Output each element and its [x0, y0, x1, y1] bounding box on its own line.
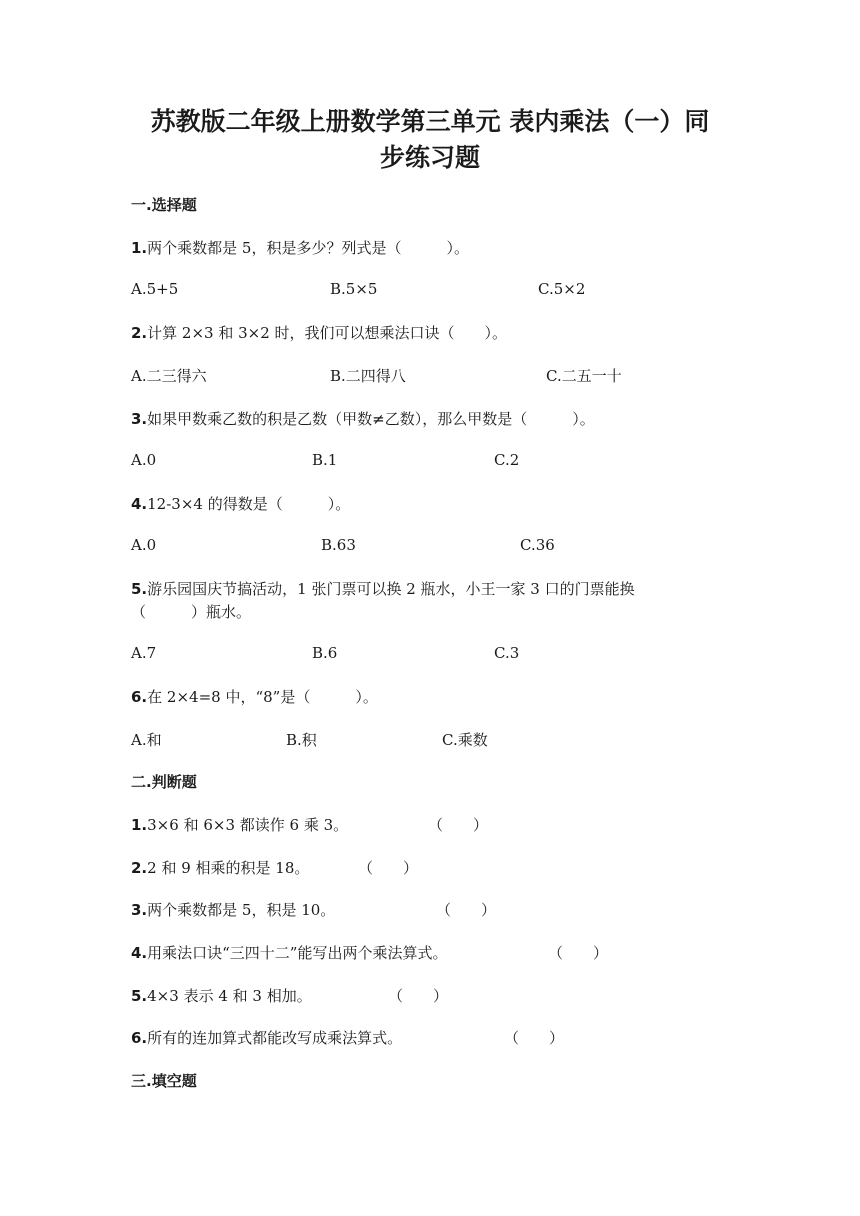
- choice-1-option-c: C.5×2: [538, 280, 586, 298]
- judge-question-5: 5.4×3 表示 4 和 3 相加。: [131, 987, 312, 1005]
- choice-6-option-b: B.积: [286, 731, 317, 749]
- judge-question-6: 6.所有的连加算式都能改写成乘法算式。: [131, 1029, 403, 1047]
- judge-question-3: 3.两个乘数都是 5，积是 10。: [131, 901, 336, 919]
- choice-question-4: 4.12-3×4 的得数是（ ）。: [131, 495, 351, 513]
- choice-2-option-c: C.二五一十: [546, 367, 622, 385]
- choice-2-option-b: B.二四得八: [330, 367, 406, 385]
- choice-question-1: 1.两个乘数都是 5，积是多少？列式是（ ）。: [131, 239, 469, 257]
- choice-4-option-a: A.0: [131, 536, 157, 554]
- choice-question-2: 2.计算 2×3 和 3×2 时，我们可以想乘法口诀（ ）。: [131, 324, 508, 342]
- judge-1-answer-blank: （ ）: [428, 816, 489, 834]
- choice-4-option-b: B.63: [321, 536, 356, 554]
- page-title: [120, 104, 740, 176]
- choice-question-3: 3.如果甲数乘乙数的积是乙数（甲数≠乙数），那么甲数是（ ）。: [131, 410, 595, 428]
- choice-5-option-a: A.7: [131, 644, 157, 662]
- choice-2-option-a: A.二三得六: [131, 367, 207, 385]
- choice-6-option-c: C.乘数: [442, 731, 488, 749]
- section-heading-judge: 二.判断题: [131, 773, 197, 791]
- judge-question-1: 1.3×6 和 6×3 都读作 6 乘 3。: [131, 816, 349, 834]
- choice-3-option-a: A.0: [131, 451, 157, 469]
- choice-5-option-b: B.6: [312, 644, 338, 662]
- choice-1-option-b: B.5×5: [330, 280, 378, 298]
- choice-3-option-c: C.2: [494, 451, 520, 469]
- section-heading-fill: 三.填空题: [131, 1072, 197, 1090]
- judge-2-answer-blank: （ ）: [358, 859, 419, 877]
- title-line-2: 步练习题: [379, 143, 480, 172]
- choice-question-6: 6.在 2×4=8 中，“8”是（ ）。: [131, 688, 378, 706]
- choice-question-5-continued: （ ）瓶水。: [131, 603, 252, 621]
- choice-4-option-c: C.36: [520, 536, 555, 554]
- title-line-1: 苏教版二年级上册数学第三单元 表内乘法（一）同: [150, 107, 710, 136]
- choice-5-option-c: C.3: [494, 644, 520, 662]
- judge-5-answer-blank: （ ）: [388, 987, 449, 1005]
- choice-3-option-b: B.1: [312, 451, 338, 469]
- section-heading-choice: 一.选择题: [131, 196, 197, 214]
- judge-question-4: 4.用乘法口诀“三四十二”能写出两个乘法算式。: [131, 944, 448, 962]
- choice-1-option-a: A.5+5: [131, 280, 179, 298]
- judge-6-answer-blank: （ ）: [504, 1029, 565, 1047]
- judge-3-answer-blank: （ ）: [436, 901, 497, 919]
- choice-question-5: 5.游乐园国庆节搞活动，1 张门票可以换 2 瓶水，小王一家 3 口的门票能换: [131, 580, 635, 598]
- choice-6-option-a: A.和: [131, 731, 162, 749]
- judge-4-answer-blank: （ ）: [548, 944, 609, 962]
- judge-question-2: 2.2 和 9 相乘的积是 18。: [131, 859, 310, 877]
